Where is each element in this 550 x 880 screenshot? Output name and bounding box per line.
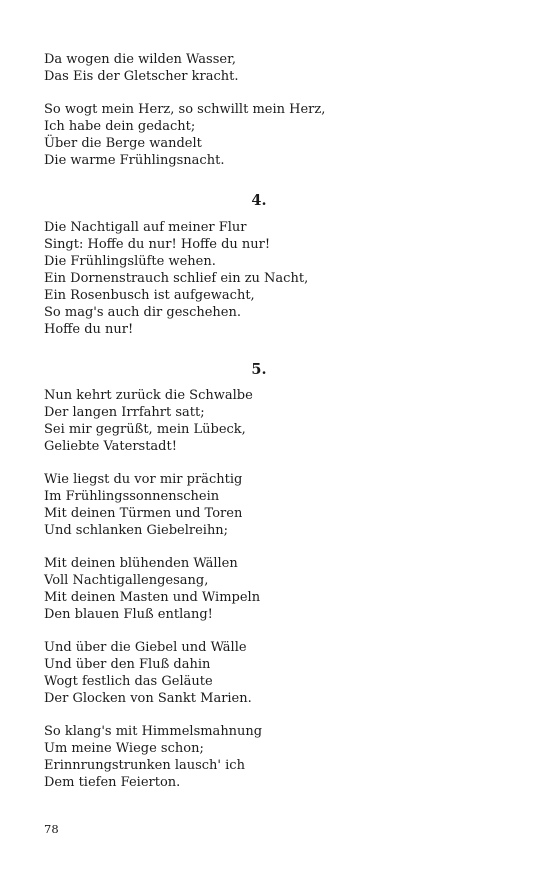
verse-line: Ich habe dein gedacht;	[44, 119, 196, 134]
verse-line: Mit deinen Türmen und Toren	[44, 506, 243, 521]
verse-line: Um meine Wiege schon;	[44, 741, 204, 756]
verse-line: Und über den Fluß dahin	[44, 657, 211, 672]
verse-line: So klang's mit Himmelsmahnung	[44, 724, 263, 739]
verse-line: Den blauen Fluß entlang!	[44, 607, 213, 622]
verse-line: Sei mir gegrüßt, mein Lübeck,	[44, 422, 246, 437]
verse-line: Der langen Irrfahrt satt;	[44, 405, 205, 420]
section-heading-4: 4.	[251, 192, 267, 209]
verse-line: Hoffe du nur!	[44, 322, 134, 337]
verse-line: Der Glocken von Sankt Marien.	[44, 691, 252, 706]
verse-line: Ein Rosenbusch ist aufgewacht,	[44, 288, 255, 303]
verse-line: Wie liegst du vor mir prächtig	[44, 472, 243, 487]
verse-line: Die Nachtigall auf meiner Flur	[44, 220, 247, 235]
verse-line: So wogt mein Herz, so schwillt mein Herz,	[44, 102, 326, 117]
verse-line: So mag's auch dir geschehen.	[44, 305, 241, 320]
verse-line: Erinnrungstrunken lausch' ich	[44, 758, 245, 773]
section-heading-5: 5.	[251, 361, 267, 378]
verse-line: Singt: Hoffe du nur! Hoffe du nur!	[44, 237, 271, 252]
verse-line: Da wogen die wilden Wasser,	[44, 52, 236, 67]
verse-line: Nun kehrt zurück die Schwalbe	[44, 388, 253, 403]
verse-line: Im Frühlingssonnenschein	[44, 489, 220, 504]
verse-line: Mit deinen Masten und Wimpeln	[44, 590, 261, 605]
verse-line: Die Frühlingslüfte wehen.	[44, 254, 216, 269]
verse-line: Geliebte Vaterstadt!	[44, 439, 177, 454]
verse-line: Das Eis der Gletscher kracht.	[44, 69, 239, 84]
verse-line: Ein Dornenstrauch schlief ein zu Nacht,	[44, 271, 309, 286]
verse-line: Über die Berge wandelt	[44, 136, 202, 151]
page-number: 78	[44, 822, 59, 836]
verse-line: Und schlanken Giebelreihn;	[44, 523, 229, 538]
verse-line: Die warme Frühlingsnacht.	[44, 153, 225, 168]
verse-line: Wogt festlich das Geläute	[44, 674, 213, 689]
verse-line: Und über die Giebel und Wälle	[44, 640, 247, 655]
verse-line: Mit deinen blühenden Wällen	[44, 556, 238, 571]
verse-line: Voll Nachtigallengesang,	[44, 573, 209, 588]
verse-line: Dem tiefen Feierton.	[44, 775, 181, 790]
